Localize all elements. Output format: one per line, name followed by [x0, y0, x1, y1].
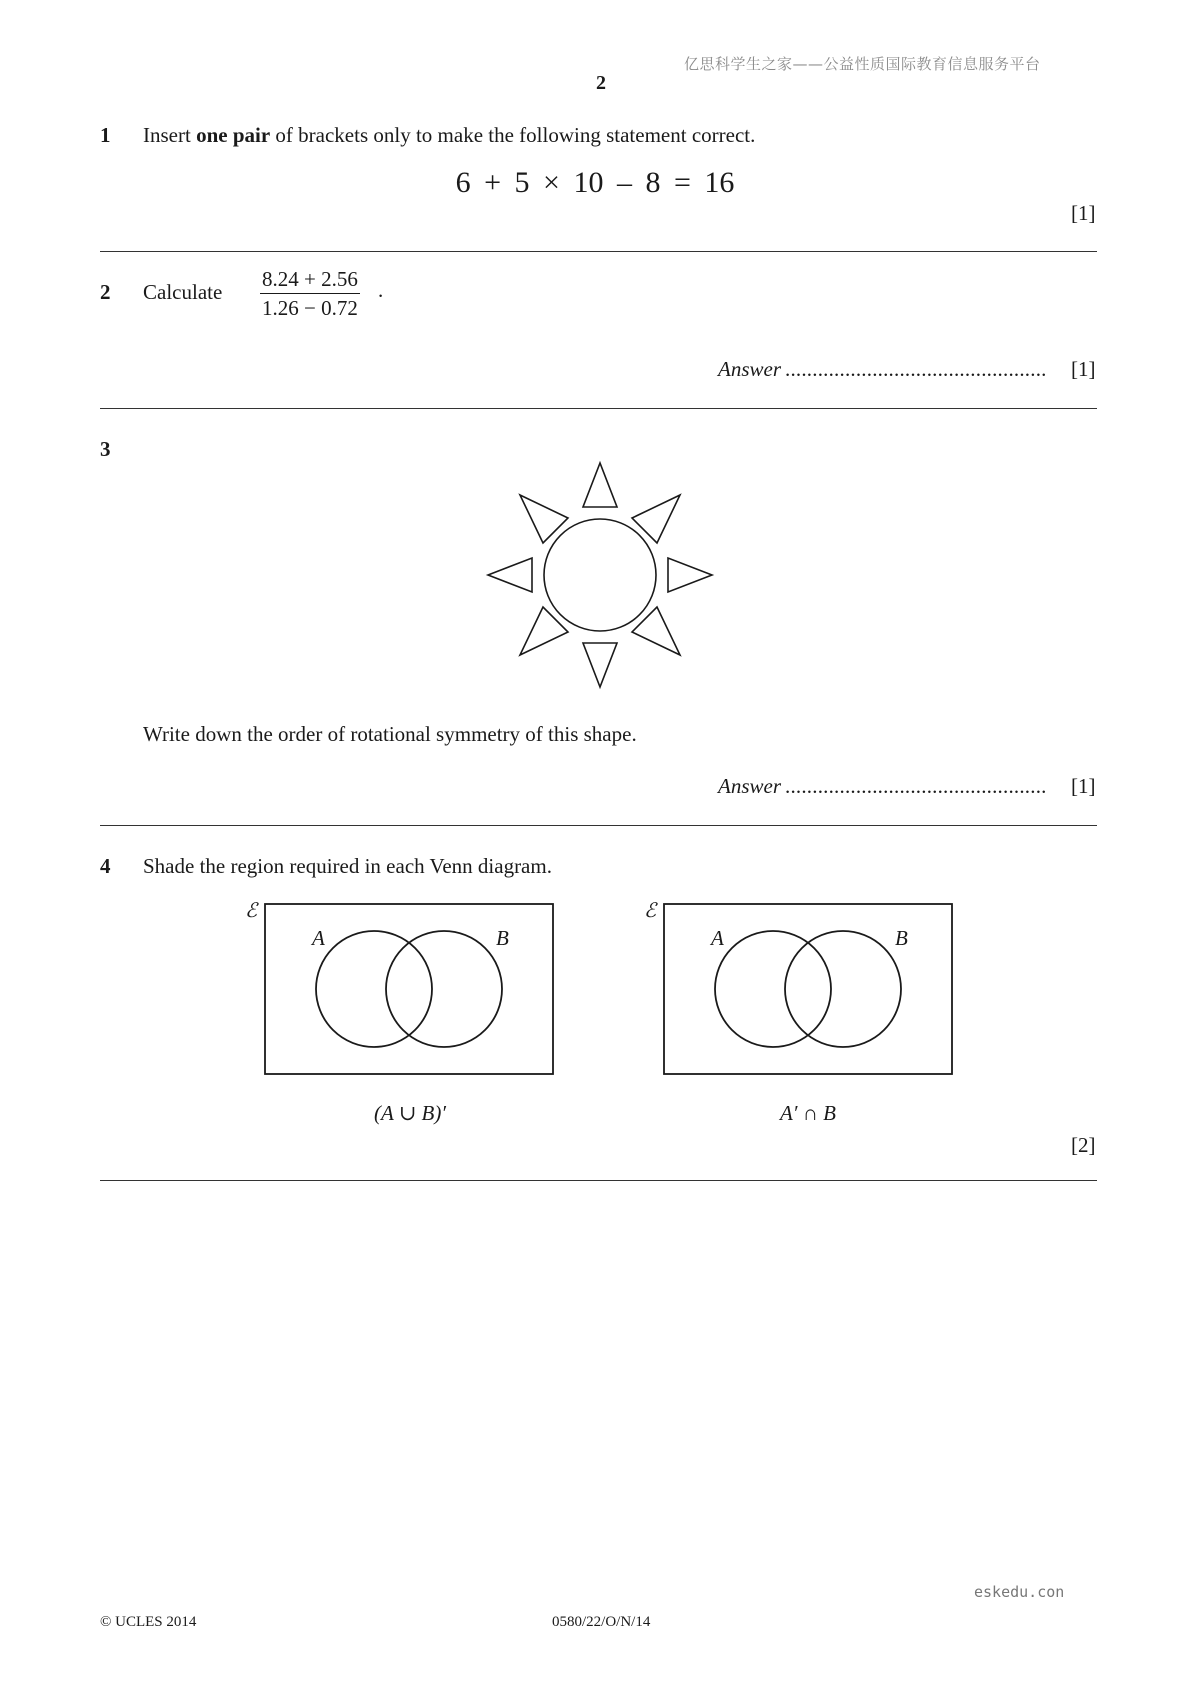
question-3-prompt: Write down the order of rotational symmetry of this shape. — [143, 722, 637, 746]
diagram-1-caption: (A ∪ B)′ — [374, 1101, 446, 1125]
answer-label: Answer — [718, 357, 781, 381]
set-a-circle — [316, 931, 432, 1047]
divider — [100, 251, 1097, 252]
universal-set-symbol: ℰ — [245, 900, 258, 922]
question-2-prompt: Calculate — [143, 280, 223, 304]
question-2-period: . — [378, 278, 384, 302]
answer-dots: ................................................ — [785, 774, 1047, 798]
paper-code: 0580/22/O/N/14 — [552, 1614, 651, 1630]
set-a-circle — [715, 931, 831, 1047]
question-2-marks: [1] — [1071, 357, 1096, 381]
question-1-text: Insert one pair of brackets only to make the following statement correct. — [143, 123, 756, 147]
question-4-number: 4 — [100, 854, 111, 878]
question-1-marks: [1] — [1071, 201, 1096, 225]
question-4-marks: [2] — [1071, 1133, 1096, 1157]
venn-diagram-2 — [663, 903, 953, 1075]
question-4-prompt: Shade the region required in each Venn diagram. — [143, 854, 552, 878]
sun-ray — [583, 643, 617, 687]
question-1-expression: 6 + 5 × 10 – 8 = 16 — [455, 166, 735, 199]
universal-set-symbol: ℰ — [644, 900, 657, 922]
question-2-number: 2 — [100, 280, 111, 304]
divider — [100, 825, 1097, 826]
question-2-answer-line — [718, 357, 1047, 382]
fraction-numerator: 8.24 + 2.56 — [260, 266, 360, 294]
question-3-number: 3 — [100, 437, 111, 461]
universal-set-rectangle — [664, 904, 952, 1074]
sun-ray — [488, 558, 532, 592]
set-a-label: A — [711, 926, 724, 950]
fraction-denominator: 1.26 − 0.72 — [262, 296, 358, 320]
watermark-text: 亿思科学生之家——公益性质国际教育信息服务平台 — [684, 55, 1041, 73]
answer-label: Answer — [718, 774, 781, 798]
set-b-circle — [785, 931, 901, 1047]
sun-ray — [668, 558, 712, 592]
set-b-label: B — [895, 926, 908, 950]
universal-set-rectangle — [265, 904, 553, 1074]
question-3-answer-line — [718, 774, 1047, 799]
answer-dots: ................................................ — [785, 357, 1047, 381]
question-1-bold-text: one pair — [196, 123, 271, 147]
divider — [100, 1180, 1097, 1181]
divider — [100, 408, 1097, 409]
sun-circle — [544, 519, 656, 631]
question-3-marks: [1] — [1071, 774, 1096, 798]
copyright-text: © UCLES 2014 — [100, 1614, 197, 1630]
diagram-2-caption: A′ ∩ B — [780, 1101, 836, 1125]
sun-ray — [583, 463, 617, 507]
set-b-circle — [386, 931, 502, 1047]
question-1-number: 1 — [100, 123, 111, 147]
set-a-label: A — [312, 926, 325, 950]
sun-shape-icon — [480, 455, 720, 695]
venn-diagram-1 — [264, 903, 554, 1075]
site-watermark: eskedu.con — [974, 1583, 1065, 1601]
page-number: 2 — [596, 72, 606, 94]
question-2-fraction — [260, 266, 360, 321]
set-b-label: B — [496, 926, 509, 950]
